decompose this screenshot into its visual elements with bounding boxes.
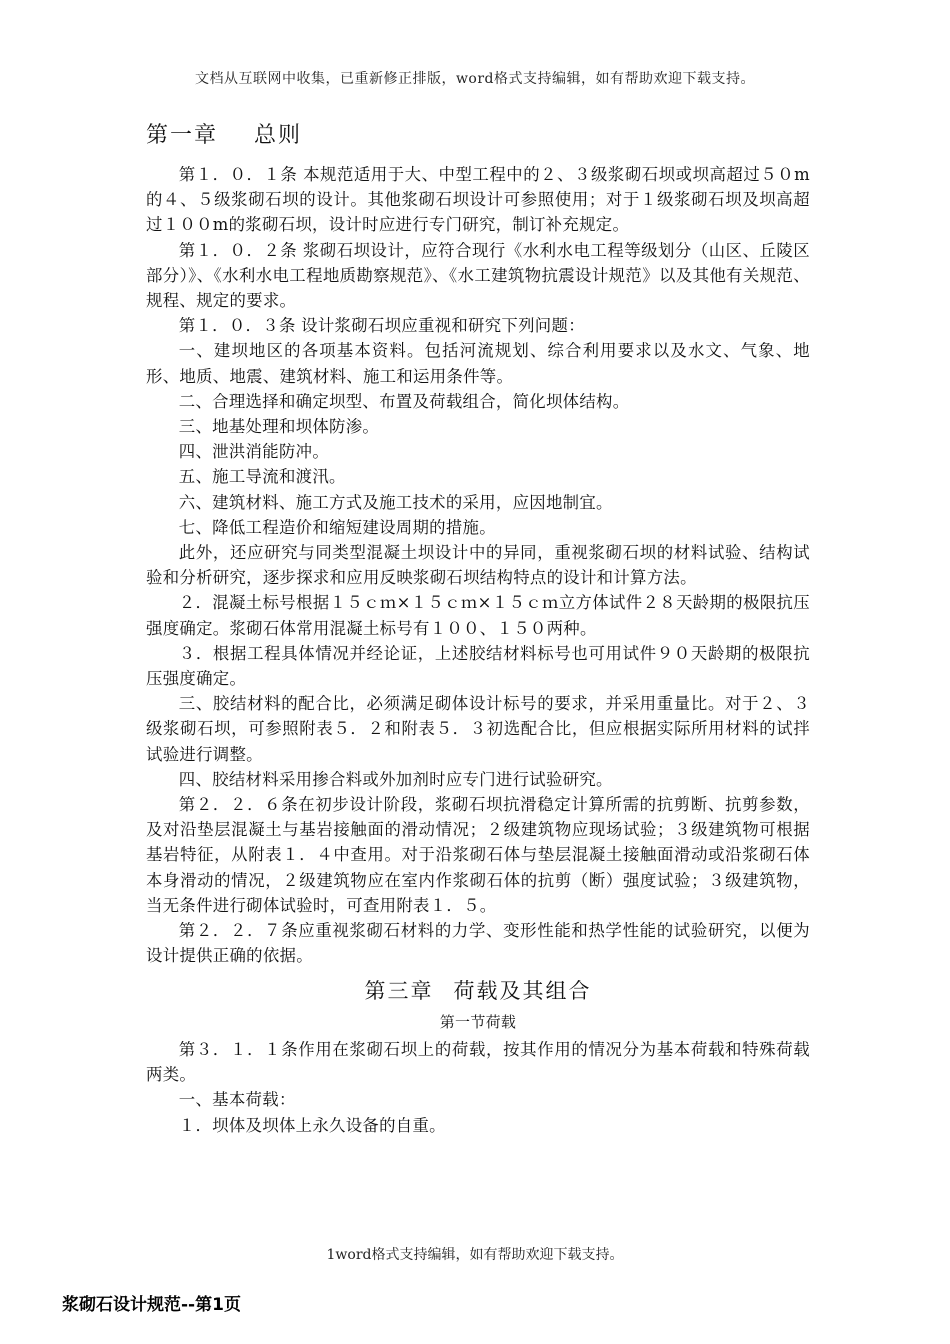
paragraph: 三、地基处理和坝体防渗。 xyxy=(178,417,380,437)
paragraph: 二、合理选择和确定坝型、布置及荷载组合，简化坝体结构。 xyxy=(178,391,630,411)
paragraph: 第１．０．１条 本规范适用于大、中型工程中的２、３级浆砌石坝或坝高超过５０m的４、５级浆砌石坝的设计。其他浆砌石坝设计可参照使用；对于１级浆砌石坝及坝高超过１００m的浆砌石坝，设计时应进行专门研究，制订补充规定。 xyxy=(146,165,810,235)
paragraph: 六、建筑材料、施工方式及施工技术的采用，应因地制宜。 xyxy=(178,492,613,512)
chapter-3-title xyxy=(146,979,810,1004)
paragraph: 第３．１．１条作用在浆砌石坝上的荷载，按其作用的情况分为基本荷载和特殊荷载两类。 xyxy=(146,1039,810,1085)
paragraph: 一、建坝地区的各项基本资料。包括河流规划、综合利用要求以及水文、气象、地形、地质、地震、建筑材料、施工和运用条件等。 xyxy=(146,341,810,386)
paragraph: 五、施工导流和渡汛。 xyxy=(178,467,346,487)
chapter-3-name: 荷载及其组合 xyxy=(453,978,592,1003)
paragraph: 第１．０．３条 设计浆砌石坝应重视和研究下列问题： xyxy=(178,316,585,336)
paragraph: ３．根据工程具体情况并经论证，上述胶结材料标号也可用试件９０天龄期的极限抗压强度确定。 xyxy=(146,643,810,689)
section-title: 第一节荷载 xyxy=(439,1012,517,1031)
chapter-1-name: 总则 xyxy=(254,123,303,148)
paragraph: 第２．２．６条在初步设计阶段，浆砌石坝抗滑稳定计算所需的抗剪断、抗剪参数，及对沿垫层混凝土与基岩接触面的滑动情况；２级建筑物应现场试验；３级建筑物可根据基岩特征，从附表１．４中查用。对于沿浆砌石体与垫层混凝土接触面滑动或沿浆砌石体本身滑动的情况，２级建筑物应在室内作浆砌石体的抗剪（断）强度试验；３级建筑物，当无条件进行砌体试验时，可查用附表１．５。 xyxy=(146,795,810,915)
body-text xyxy=(146,162,810,1138)
paragraph: 第１．０．２条 浆砌石坝设计，应符合现行《水利水电工程等级划分（山区、丘陵区部分）》、《水利水电工程地质勘察规范》、《水工建筑物抗震设计规范》以及其他有关规范、规程、规定的要求。 xyxy=(146,240,810,311)
paragraph: 一、基本荷载： xyxy=(178,1090,296,1110)
paragraph: 此外，还应研究与同类型混凝土坝设计中的异同，重视浆砌石坝的材料试验、结构试验和分析研究，逐步探求和应用反映浆砌石坝结构特点的设计和计算方法。 xyxy=(146,543,810,588)
paragraph: 三、胶结材料的配合比，必须满足砌体设计标号的要求，并采用重量比。对于２、３级浆砌石坝，可参照附表５．２和附表５．３初选配合比，但应根据实际所用材料的试拌试验进行调整。 xyxy=(146,694,810,764)
chapter-3-number: 第三章 xyxy=(364,978,434,1003)
paragraph: １．坝体及坝体上永久设备的自重。 xyxy=(178,1115,446,1135)
paragraph: 第２．２．７条应重视浆砌石材料的力学、变形性能和热学性能的试验研究，以便为设计提供正确的依据。 xyxy=(146,921,810,966)
page-label: 浆砌石设计规范--第1页 xyxy=(62,1295,241,1315)
paragraph: ２．混凝土标号根据１５ｃｍ×１５ｃｍ×１５ｃｍ立方体试件２８天龄期的极限抗压强度确定。浆砌石体常用混凝土标号有１００、１５０两种。 xyxy=(146,593,810,638)
header-note: 文档从互联网中收集，已重新修正排版，word格式支持编辑，如有帮助欢迎下载支持。 xyxy=(194,71,756,87)
footer-note: 1word格式支持编辑，如有帮助欢迎下载支持。 xyxy=(326,1247,624,1263)
chapter-1-number: 第一章 xyxy=(146,123,219,148)
paragraph: 七、降低工程造价和缩短建设周期的措施。 xyxy=(178,517,496,537)
paragraph: 四、泄洪消能防冲。 xyxy=(178,442,330,462)
chapter-1-title xyxy=(146,118,302,149)
paragraph: 四、胶结材料采用掺合料或外加剂时应专门进行试验研究。 xyxy=(178,769,613,789)
